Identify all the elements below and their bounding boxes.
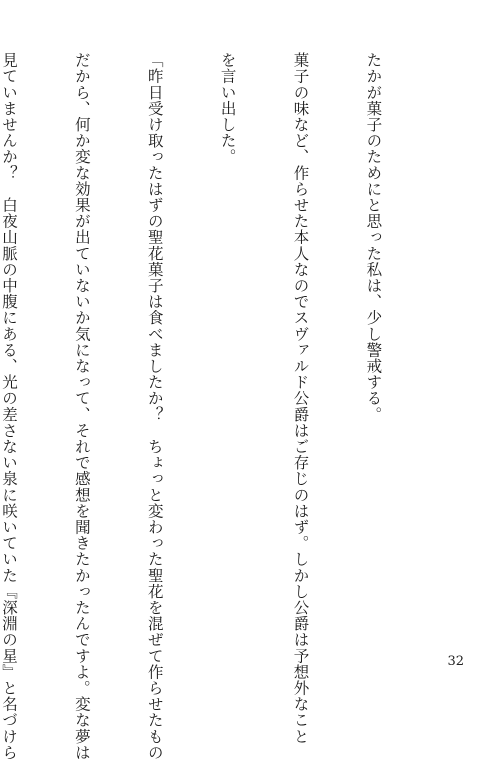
text-line: 見ていませんか？ 白夜山脈の中腹にある、光の差さない泉に咲いていた『深淵の星』と名づけら <box>0 52 18 760</box>
text-line: を言い出した。 <box>218 52 237 165</box>
body-text <box>0 52 434 760</box>
text-line: たかが菓子のためにと思った私は、少し警戒する。 <box>364 52 383 423</box>
page-number: 32 <box>447 654 464 669</box>
text-line: 菓子の味など、作らせた本人なのでスヴァルド公爵はご存じのはず。しかし公爵は予想外なこと <box>291 52 310 745</box>
text-line: 「昨日受け取ったはずの聖花菓子は食べましたか？ ちょっと変わった聖花を混ぜて作らせたもの <box>145 52 164 760</box>
text-line: だから、何か変な効果が出ていないか気になって、それで感想を聞きたかったんですよ。変な夢は <box>72 52 91 760</box>
